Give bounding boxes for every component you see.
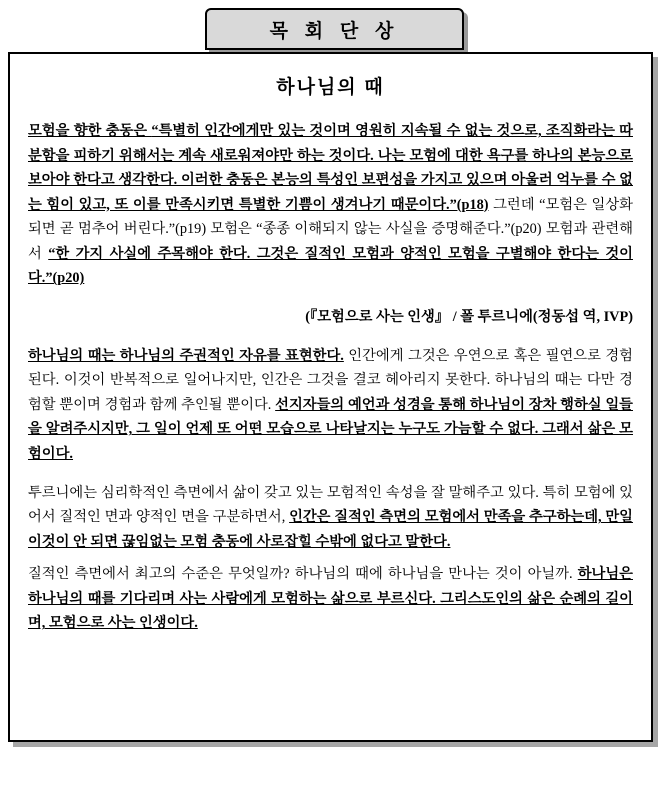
paragraph-commentary-3 [28,562,633,636]
text-run: 하나님은 하나님의 때를 기다리며 사는 사람에게 모험하는 삶으로 부르신다. 그리스도인의 삶은 순례의 길이며, 모험으로 사는 인생이다. [28,566,633,632]
text-run: “특별히 인간에게만 있는 것이며 영원히 지속될 수 없는 것으로, 조직화라는 따분함을 피하기 위해서는 계속 새로워져야만 하는 것이다. 나는 모험에 대한 욕구를 하나의 본능으로 보아야 한다고 생각한다. 이러한 충동은 본능의 특성인 보편성을 가지고 있으며 아울러 억누를 수 없는 힘이 있고, 또 이를 만족시키면 특별한 기쁨이 생겨나기 때문이다.”(p18) [28,123,633,213]
paragraph-commentary-1 [28,344,633,467]
header-banner-area [0,0,669,56]
citation-line: (『모험으로 사는 인생』 / 폴 투르니에(정동섭 역, IVP) [305,309,633,326]
document-body [8,52,653,742]
text-run: 그런데 “모험은 일상화되면 곧 멈추어 버린다.”(p19) 모험은 “종종 이해되지 않는 사실을 증명해준다.”(p20) 모험과 관련해서 [28,196,633,262]
text-run: 인간에게 그것은 우연으로 혹은 필연으로 경험된다. 이것이 반복적으로 일어나지만, 인간은 그것을 결코 헤아리지 못한다. 하나님의 때는 다만 경험할 뿐이며 경험과 함께 추인될 뿐이다. [28,347,633,413]
paragraph-commentary-2 [28,481,633,555]
paragraph-quote [28,119,633,291]
banner-title: 목 회 단 상 [269,20,400,42]
text-run: 투르니에는 심리학적인 측면에서 삶이 갖고 있는 모험적인 속성을 잘 말해주고 있다. 특히 모험에 있어서 질적인 면과 양적인 면을 구분하면서, [28,484,633,526]
header-banner [205,8,464,50]
text-run: 선지자들의 예언과 성경을 통해 하나님이 장차 행하실 일들을 알려주시지만, 그 일이 언제 또 어떤 모습으로 나타날지는 누구도 가늠할 수 없다. 그래서 삶은 모험이다. [28,396,633,462]
text-run: 모험을 향한 충동은 [28,123,152,139]
text-run: “한 가지 사실에 주목해야 한다. 그것은 질적인 모험과 양적인 모험을 구별해야 한다는 것이다.”(p20) [28,245,633,287]
text-run: 질적인 측면에서 최고의 수준은 무엇일까? 하나님의 때에 하나님을 만나는 것이 아닐까. [28,566,578,583]
text-run: 인간은 질적인 측면의 모험에서 만족을 추구하는데, 만일 이것이 안 되면 끊임없는 모험 충동에 사로잡힐 수밖에 없다고 말한다. [28,509,633,550]
page-title: 하나님의 때 [276,77,385,98]
text-run: 하나님의 때는 하나님의 주권적인 자유를 표현한다. [28,347,344,364]
